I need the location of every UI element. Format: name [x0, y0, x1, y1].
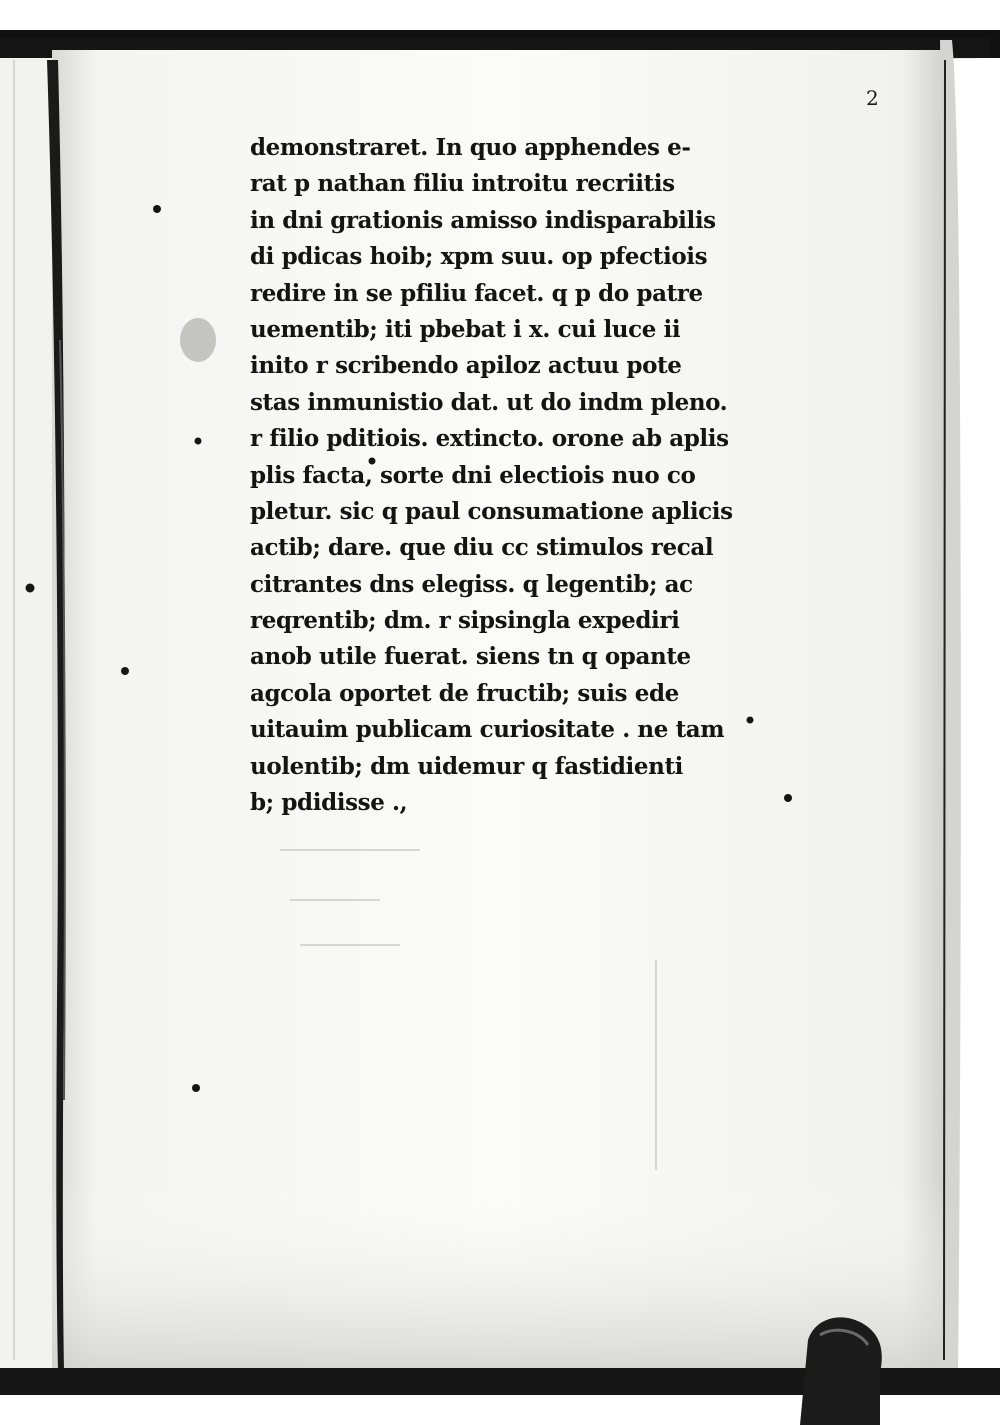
text-line: reqrentib; dm. r sipsingla expediri	[250, 607, 680, 635]
text-line: actib; dare. que diu cc stimulos recal	[250, 534, 714, 562]
text-line: anob utile fuerat. siens tn q opante	[250, 643, 691, 671]
text-line: di pdicas hoib; xpm suu. op pfectiois	[250, 243, 708, 271]
text-line: redire in se pfiliu facet. q p do patre	[250, 279, 703, 307]
verso-page-sliver	[0, 58, 52, 1370]
text-line: uementib; iti pbebat i x. cui luce ii	[250, 315, 681, 343]
thumb-holding-page	[800, 1317, 882, 1425]
text-line: in dni grationis amisso indisparabilis	[250, 206, 716, 234]
text-line: stas inmunistio dat. ut do indm pleno.	[250, 388, 728, 416]
text-line: r filio pditiois. extincto. orone ab aplis	[250, 425, 729, 453]
page-smudge	[180, 318, 216, 362]
text-line: demonstraret. In quo apphendes e-	[250, 134, 691, 161]
text-line: pletur. sic q paul consumatione aplicis	[250, 497, 733, 525]
text-line: rat p nathan filiu introitu recriitis	[250, 170, 675, 198]
manuscript-text-block	[250, 130, 733, 821]
text-line: agcola oportet de fructib; suis ede	[250, 679, 679, 707]
text-line: b; pdidisse .,	[250, 789, 408, 817]
text-line: inito r scribendo apiloz actuu pote	[250, 352, 682, 380]
text-line: plis facta, sorte dni electiois nuo co	[250, 461, 696, 489]
text-line: uolentib; dm uidemur q fastidienti	[250, 752, 684, 780]
text-line: citrantes dns elegiss. q legentib; ac	[250, 570, 693, 598]
text-line: uitauim publicam curiositate . ne tam	[250, 716, 725, 744]
folio-number: 2	[866, 86, 879, 110]
